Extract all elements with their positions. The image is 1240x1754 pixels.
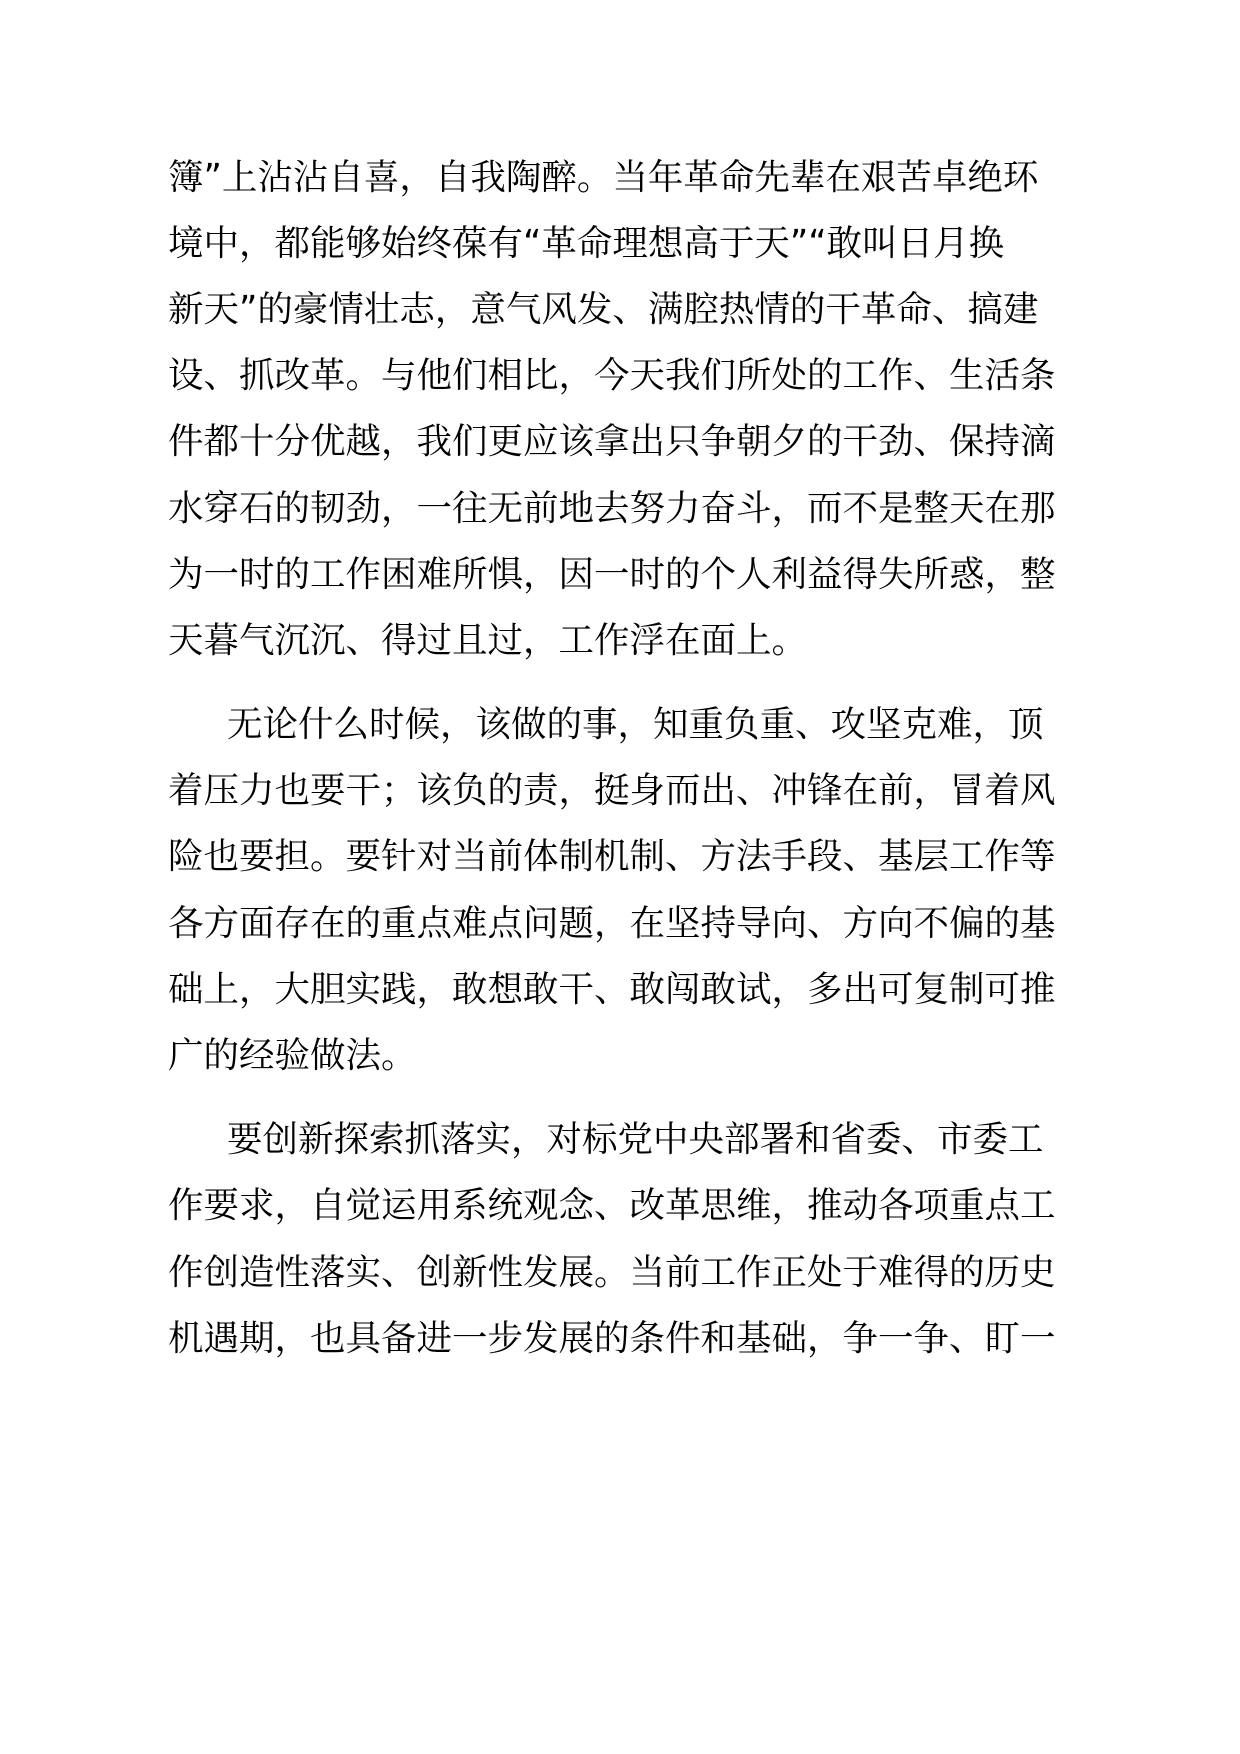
text-line-17-content: 作创造性落实、创新性发展。当前工作正处于难得的历史 xyxy=(168,1252,1056,1293)
text-line-9 xyxy=(0,697,1240,753)
text-line-4 xyxy=(0,348,1240,404)
text-line-18-content: 机遇期，也具备进一步发展的条件和基础，争一争、盯一 xyxy=(168,1318,1056,1359)
text-line-12 xyxy=(0,896,1240,952)
text-line-7 xyxy=(0,547,1240,603)
text-line-18 xyxy=(0,1311,1240,1367)
text-line-14 xyxy=(0,1028,1240,1084)
text-line-9-content: 无论什么时候，该做的事，知重负重、攻坚克难，顶 xyxy=(227,704,1044,745)
text-line-10-content: 着压力也要干；该负的责，挺身而出、冲锋在前，冒着风 xyxy=(168,770,1056,811)
text-line-15 xyxy=(0,1112,1240,1168)
text-line-6 xyxy=(0,481,1240,537)
text-line-3-content: 新天”的豪情壮志，意气风发、满腔热情的干革命、搞建 xyxy=(168,289,1039,330)
text-line-1 xyxy=(0,150,1240,206)
text-line-16-content: 作要求，自觉运用系统观念、改革思维，推动各项重点工 xyxy=(168,1185,1056,1226)
text-line-7-content: 为一时的工作困难所惧，因一时的个人利益得失所惑，整 xyxy=(168,554,1056,595)
text-line-16 xyxy=(0,1178,1240,1234)
text-line-5 xyxy=(0,414,1240,470)
text-line-2-content: 境中，都能够始终葆有“革命理想高于天”“敢叫日月换 xyxy=(168,223,1005,264)
text-line-14-content: 广的经验做法。 xyxy=(168,1035,417,1076)
text-line-8 xyxy=(0,613,1240,669)
text-line-11 xyxy=(0,829,1240,885)
text-line-10 xyxy=(0,763,1240,819)
text-line-13 xyxy=(0,962,1240,1018)
text-line-12-content: 各方面存在的重点难点问题，在坚持导向、方向不偏的基 xyxy=(168,903,1056,944)
text-line-11-content: 险也要担。要针对当前体制机制、方法手段、基层工作等 xyxy=(168,836,1056,877)
text-line-1-content: 簿”上沾沾自喜，自我陶醉。当年革命先辈在艰苦卓绝环 xyxy=(168,157,1039,198)
text-line-6-content: 水穿石的韧劲，一往无前地去努力奋斗，而不是整天在那 xyxy=(168,488,1056,529)
text-line-15-content: 要创新探索抓落实，对标党中央部署和省委、市委工 xyxy=(227,1119,1044,1160)
text-line-4-content: 设、抓改革。与他们相比，今天我们所处的工作、生活条 xyxy=(168,355,1056,396)
text-line-3 xyxy=(0,282,1240,338)
text-line-2 xyxy=(0,216,1240,272)
text-line-8-content: 天暮气沉沉、得过且过，工作浮在面上。 xyxy=(168,620,808,661)
text-line-13-content: 础上，大胆实践，敢想敢干、敢闯敢试，多出可复制可推 xyxy=(168,969,1056,1010)
text-line-17 xyxy=(0,1245,1240,1301)
text-line-5-content: 件都十分优越，我们更应该拿出只争朝夕的干劲、保持滴 xyxy=(168,421,1056,462)
